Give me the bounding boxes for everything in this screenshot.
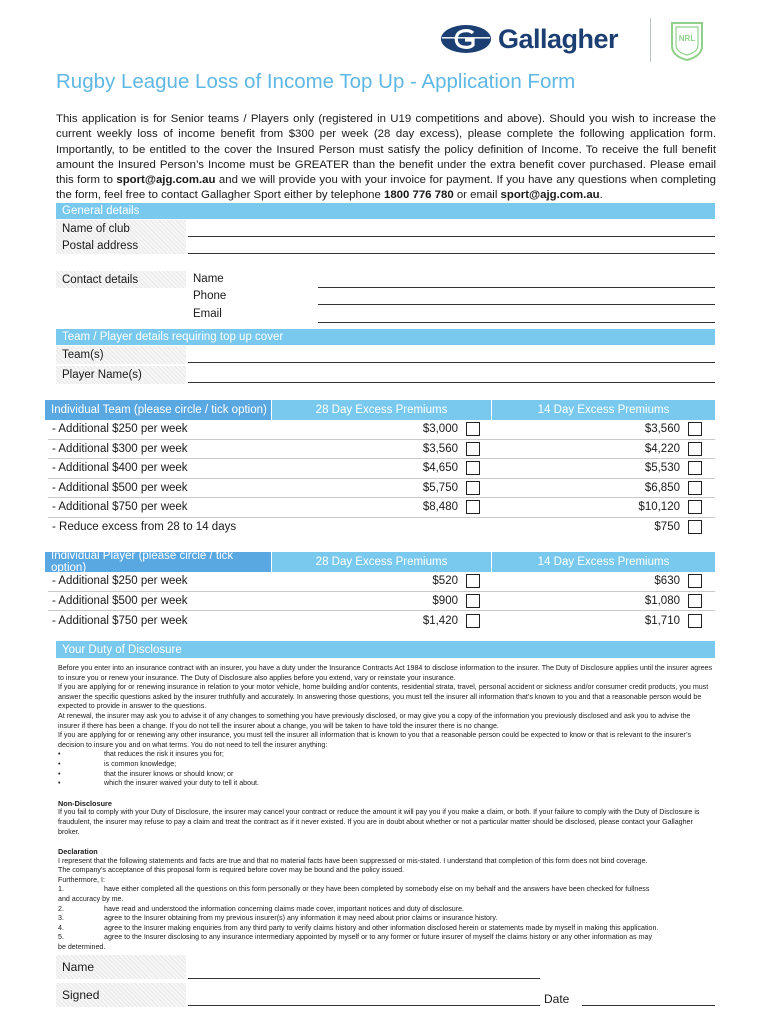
- email-link[interactable]: sport@ajg.com.au: [116, 174, 216, 187]
- name-of-club-field[interactable]: [188, 236, 715, 237]
- general-details-heading: General details: [56, 203, 715, 219]
- contact-name-field[interactable]: [318, 287, 715, 288]
- disclosure-text: Before you enter into an insurance contract with an insurer, you have a duty under the Insurance Contracts Act 1984 to disclose information to the insurer. The Duty of Disclosure applies until the insurer agrees to insure you or renew your insurance. The Duty of Disclosure also applies before you extend, vary or reinstate your insurance. If you are applying for or renewing insurance in relation to your motor vehicle, home building and/or contents, residential strata, travel, personal accident or sickness and/or consumer credit products, you must answer the specific questions asked by the insurer truthfully and accurately. In answering those questions, you must tell the insurer all information that’s known to you and that a reasonable person would be expected to provide in answer to the questions. At renewal, the insurer may ask you to advise it of any changes to something you have previously disclosed, or may give you a copy of the information you previously disclosed and ask you to advise the insurer if there has been a change. If you do not tell the insurer about a change, you will be taken to have told the insurer there is no change. If you are applying for or renewing any other insurance, you must tell the insurer all information that is known to you that a reasonable person could be expected to know or that is relevant to the insurer’s decision to insure you and on what terms. You do not need to tell the insurer anything: • that reduces the risk it insures you for; • is common knowledge; • that the insurer knows or should know; or • which the insurer waived your duty to tell it about. Non-Disclosure If you fail to comply with your Duty of Disclosure, the insurer may cancel your contract or reduce the amount it will pay you if you make a claim, or both. If your failure to comply with the Duty of Disclosure is fraudulent, the insurer may refuse to pay a claim and treat the contract as if it never existed. If you are in doubt about whether or not a particular matter should be disclosed, please contact your Gallagher broker. Declaration I represent that the following statements and facts are true and that no material facts have been suppressed or mis-stated. I understand that completion of this form does not bind coverage. The company’s acceptance of this proposal form is required before cover may be bound and the policy issued. Furthermore, I: 1. have either completed all the questions on this form personally or they have been completed by somebody else on my behalf and the answers have been checked for fullness and accuracy by me. 2. have read and understood the information concerning claims made cover, important notices and duty of disclosure. 3. agree to the Insurer obtaining from my previous insurer(s) any information it may need about prior claims or insurance history. 4. agree to the Insurer making enquiries from any third party to verify claims history and other information disclosed herein or statements made by myself in making this application. 5. agree to the Insurer disclosing to any insurance intermediary appointed by myself or to any former or future insurer of myself the claims history or any other information as may be determined.: [58, 664, 713, 952]
- declaration-heading: Declaration: [58, 847, 98, 857]
- list-item: 3. agree to the Insurer obtaining from my previous insurer(s) any information it may need about prior claims or insurance history.: [58, 914, 498, 923]
- player-col-14: 14 Day Excess Premiums: [492, 552, 715, 572]
- name-of-club-label: Name of club: [56, 220, 186, 237]
- phone-number[interactable]: 1800 776 780: [384, 189, 454, 202]
- teams-field[interactable]: [188, 362, 715, 363]
- player-col-28: 28 Day Excess Premiums: [272, 552, 491, 572]
- list-item: be determined.: [58, 943, 106, 952]
- contact-name-label: Name: [193, 273, 224, 285]
- contact-email-field[interactable]: [318, 322, 715, 323]
- checkbox[interactable]: [688, 500, 702, 514]
- list-item: • that the insurer knows or should know; or: [58, 769, 234, 778]
- player-table-header: [45, 552, 715, 572]
- player-table-title: Individual Player (please circle / tick option): [45, 552, 271, 572]
- checkbox[interactable]: [466, 574, 480, 588]
- list-item: • that reduces the risk it insures you for;: [58, 750, 224, 759]
- list-item: • is common knowledge;: [58, 759, 177, 768]
- table-row: - Additional $400 per week $4,650 $5,530: [48, 459, 715, 479]
- list-item: • which the insurer waived your duty to tell it about.: [58, 779, 259, 788]
- teams-label: Team(s): [56, 346, 186, 364]
- email-link-2[interactable]: sport@ajg.com.au: [500, 189, 600, 202]
- table-row: - Additional $750 per week $8,480 $10,120: [48, 498, 715, 518]
- checkbox[interactable]: [466, 481, 480, 495]
- list-item: and accuracy by me.: [58, 895, 124, 904]
- brand-name: Gallagher: [498, 24, 619, 54]
- intro-paragraph: This application is for Senior teams / Players only (registered in U19 competitions and above). Should you wish to increase the current weekly loss of income benefit from $300 per week (28 day excess), please complete the following application form. Importantly, to be entitled to the cover the Insured Person must satisfy the policy definition of Income. To receive the full benefit amount the Insured Person’s Income must be GREATER than the benefit under the extra benefit cover purchased. Please email this form to sport@ajg.com.au and we will provide you with your invoice for payment. If you have any questions when completing the form, feel free to contact Gallagher Sport either by telephone 1800 776 780 or email sport@ajg.com.au.: [56, 113, 716, 202]
- checkbox[interactable]: [688, 520, 702, 534]
- team-table-body: [48, 420, 715, 537]
- list-item: 2. have read and understood the information concerning claims made cover, important notices and duty of disclosure.: [58, 904, 465, 913]
- non-disclosure-heading: Non-Disclosure: [58, 798, 112, 808]
- list-item: 5. agree to the Insurer disclosing to any insurance intermediary appointed by myself or to any former or future insurer of myself the claims history or any other information as may: [58, 933, 653, 942]
- checkbox[interactable]: [688, 481, 702, 495]
- contact-email-label: Email: [193, 308, 222, 320]
- team-col-28: 28 Day Excess Premiums: [272, 400, 491, 420]
- checkbox[interactable]: [688, 461, 702, 475]
- checkbox[interactable]: [466, 461, 480, 475]
- header-divider: [650, 18, 651, 62]
- checkbox[interactable]: [688, 614, 702, 628]
- table-row: - Reduce excess from 28 to 14 days $750: [48, 518, 715, 538]
- checkbox[interactable]: [688, 422, 702, 436]
- team-col-14: 14 Day Excess Premiums: [492, 400, 715, 420]
- nrl-badge-icon: [667, 20, 707, 62]
- date-field[interactable]: [582, 1005, 715, 1006]
- checkbox[interactable]: [466, 614, 480, 628]
- table-row: - Additional $300 per week $3,560 $4,220: [48, 440, 715, 460]
- team-player-heading: Team / Player details requiring top up cover: [56, 329, 715, 345]
- table-row: - Additional $250 per week $520 $630: [48, 572, 715, 592]
- form-title: Rugby League Loss of Income Top Up - Application Form: [56, 70, 576, 93]
- signature-name-label: Name: [56, 955, 186, 979]
- checkbox[interactable]: [466, 442, 480, 456]
- date-label: Date: [544, 992, 570, 1006]
- postal-address-field[interactable]: [188, 253, 715, 254]
- checkbox[interactable]: [688, 574, 702, 588]
- checkbox[interactable]: [466, 422, 480, 436]
- contact-phone-label: Phone: [193, 290, 227, 302]
- table-row: - Additional $500 per week $900 $1,080: [48, 592, 715, 612]
- checkbox[interactable]: [466, 500, 480, 514]
- contact-details-label: Contact details: [56, 271, 186, 288]
- contact-phone-field[interactable]: [318, 304, 715, 305]
- postal-address-label: Postal address: [56, 237, 186, 254]
- team-table-header: [45, 400, 715, 420]
- list-item: 1. have either completed all the questions on this form personally or they have been completed by somebody else on my behalf and the answers have been checked for fullness: [58, 885, 650, 894]
- checkbox[interactable]: [688, 594, 702, 608]
- checkbox[interactable]: [688, 442, 702, 456]
- signed-label: Signed: [56, 983, 186, 1007]
- player-table-body: [48, 572, 715, 631]
- table-row: - Additional $500 per week $5,750 $6,850: [48, 479, 715, 499]
- team-table-title: Individual Team (please circle / tick option): [45, 400, 271, 420]
- table-row: - Additional $250 per week $3,000 $3,560: [48, 420, 715, 440]
- signature-name-field[interactable]: [188, 978, 540, 979]
- disclosure-heading: Your Duty of Disclosure: [56, 641, 715, 658]
- player-names-field[interactable]: [188, 382, 715, 383]
- player-names-label: Player Name(s): [56, 366, 186, 384]
- signature-field[interactable]: [188, 1005, 540, 1006]
- checkbox[interactable]: [466, 594, 480, 608]
- table-row: - Additional $750 per week $1,420 $1,710: [48, 611, 715, 631]
- svg-text:NRL: NRL: [678, 34, 696, 43]
- list-item: 4. agree to the Insurer making enquiries from any third party to verify claims history and other information disclosed herein or statements made by myself in making this application.: [58, 923, 659, 932]
- gallagher-logo-icon: [440, 24, 492, 54]
